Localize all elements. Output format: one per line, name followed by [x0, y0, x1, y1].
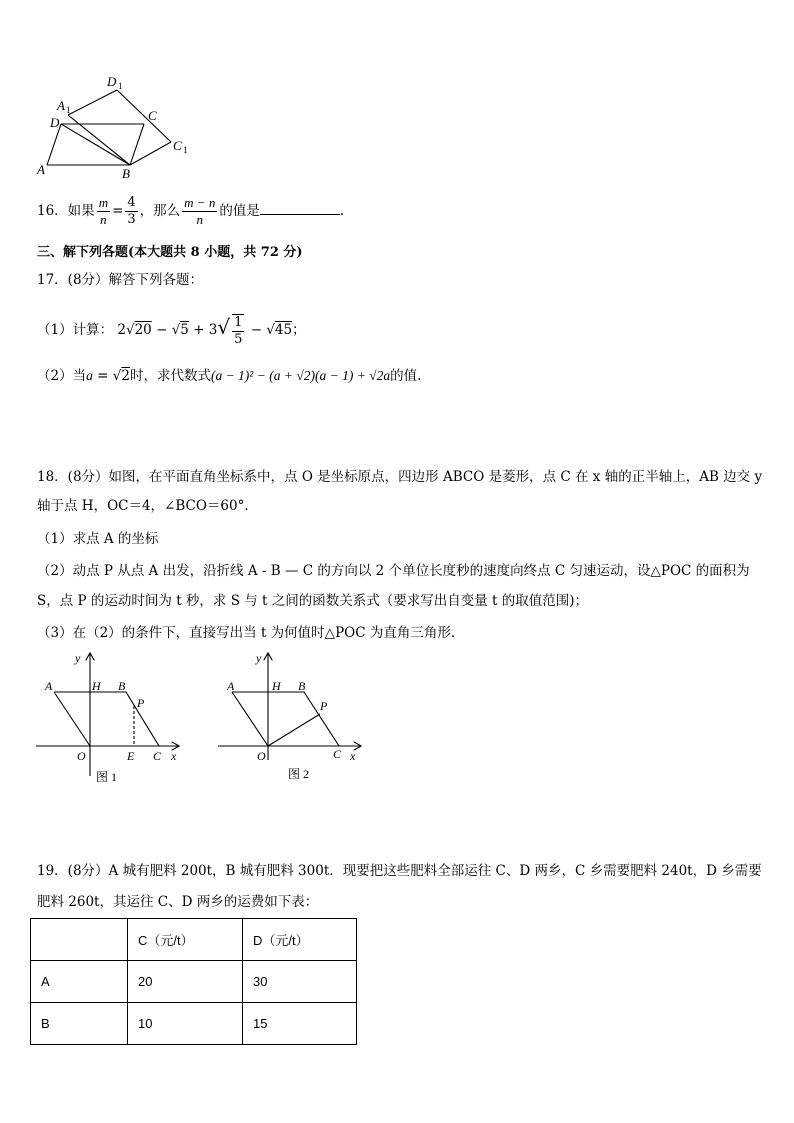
fig2-label-y: y — [256, 651, 262, 665]
q16-fraction-4-3 — [125, 195, 137, 228]
q16-mid: ，那么 — [139, 203, 181, 219]
q17-sqrt2: 2 — [121, 368, 130, 384]
table-row — [31, 1003, 357, 1045]
parallelogram-figure — [30, 72, 210, 184]
fig2-label-P: P — [320, 699, 328, 713]
label-C1: C — [173, 138, 182, 153]
table-cell: A — [31, 961, 128, 1003]
q16-fraction-expr — [182, 195, 217, 228]
fig2-label-A: A — [227, 679, 235, 693]
q16-frac1-num: m — [98, 195, 109, 210]
table-header-cell — [31, 919, 128, 961]
label-B: B — [122, 166, 130, 181]
fig2-caption: 图 2 — [288, 767, 310, 781]
q17-part2-label: （2）当 — [37, 368, 87, 384]
table-header-cell: D（元/t） — [243, 919, 357, 961]
q18-line2: 轴于点 H，OC＝4，∠BCO＝60°. — [37, 498, 249, 514]
q16-end: . — [339, 203, 345, 219]
fig1-label-A: A — [45, 679, 53, 693]
q16-frac2-num: 4 — [127, 195, 136, 210]
label-C1-sub: 1 — [183, 145, 188, 155]
radical-icon: √ — [125, 322, 135, 338]
q16-answer-blank[interactable] — [260, 200, 340, 215]
q18-figure-1 — [30, 648, 190, 788]
radical-icon: √ — [112, 368, 122, 384]
q17-frac-1-5 — [232, 314, 244, 348]
fig1-label-C: C — [153, 749, 162, 763]
q17-part2-eq: = — [92, 368, 113, 384]
q17-part2-mid: 时，求代数式 — [129, 368, 211, 384]
fig1-label-y: y — [75, 651, 81, 665]
q18-part2-line1: （2）动点 P 从点 A 出发，沿折线 A - B — C 的方向以 2 个单位长度秒的速度向终点 C 匀速运动，设△POC 的面积为 — [37, 563, 750, 579]
q18-part1: （1）求点 A 的坐标 — [37, 531, 159, 547]
q17-part2-expr: (a − 1)² − (a + √2)(a − 1) + √2a — [210, 368, 391, 383]
radical-icon: √ — [266, 322, 275, 338]
q17-minus2: − — [246, 322, 267, 338]
fig1-label-x: x — [171, 749, 177, 763]
fig1-label-E: E — [127, 749, 135, 763]
q16-suffix: 的值是 — [219, 203, 260, 219]
q16-frac2-den: 3 — [127, 212, 136, 227]
q17-sqrt20: 20 — [134, 322, 152, 338]
label-A1: A — [57, 98, 65, 113]
q17-var-a: a — [86, 368, 93, 383]
q17-stem: 17．(8分）解答下列各题： — [37, 272, 204, 288]
table-header-cell: C（元/t） — [128, 919, 243, 961]
q17-minus1: − — [151, 322, 172, 338]
q16-eq: = — [112, 203, 124, 219]
q18-figure-2 — [212, 648, 372, 788]
question-16 — [37, 194, 344, 228]
q17-sqrt45: 45 — [274, 322, 293, 338]
q17-plus3: + 3 — [188, 322, 218, 338]
transport-fee-table — [30, 918, 357, 1045]
label-D1: D — [107, 74, 117, 89]
label-D: D — [50, 115, 60, 130]
q16-frac3-den: n — [196, 212, 203, 227]
figure-lines — [47, 90, 171, 165]
table-header-row — [31, 919, 357, 961]
q18-part3: （3）在（2）的条件下，直接写出当 t 为何值时△POC 为直角三角形． — [37, 625, 465, 641]
q16-frac1-den: n — [100, 212, 107, 227]
label-C: C — [148, 108, 157, 123]
label-A1-sub: 1 — [66, 105, 71, 115]
q18-part2-line2: S，点 P 的运动时间为 t 秒，求 S 与 t 之间的函数关系式（要求写出自变量 t 的取值范围)； — [37, 593, 589, 609]
table-cell: B — [31, 1003, 128, 1045]
fig2-label-C: C — [333, 747, 342, 761]
table-row — [31, 961, 357, 1003]
segment-OP — [268, 714, 320, 746]
fig1-label-B: B — [118, 679, 126, 693]
q16-frac3-num: m − n — [184, 195, 216, 210]
fig1-caption: 图 1 — [96, 770, 118, 784]
fig2-label-H: H — [272, 679, 281, 693]
q18-line1: 18．(8分）如图，在平面直角坐标系中，点 O 是坐标原点，四边形 ABCO 是菱形，点 C 在 x 轴的正半轴上，AB 边交 y — [37, 469, 763, 485]
q16-prefix: 16．如果 — [37, 203, 95, 219]
label-A: A — [37, 162, 45, 177]
q19-line2: 肥料 260t，其运往 C、D 两乡的运费如下表： — [37, 894, 319, 910]
label-D1-sub: 1 — [118, 81, 123, 91]
table-cell: 10 — [128, 1003, 243, 1045]
radical-icon: √ — [217, 315, 231, 339]
table-cell: 15 — [243, 1003, 357, 1045]
q17-part2 — [37, 366, 421, 386]
fig1-label-H: H — [92, 679, 101, 693]
fig1-label-O: O — [77, 749, 86, 763]
fig2-label-B: B — [298, 679, 306, 693]
q17-frac-den: 5 — [234, 331, 243, 347]
q19-line1: 19．(8分）A 城有肥料 200t，B 城有肥料 300t．现要把这些肥料全部运往 C、D 两乡，C 乡需要肥料 240t，D 乡需要 — [37, 863, 762, 879]
radical-icon: √ — [171, 322, 181, 338]
q17-part1-label: （1）计算： — [37, 322, 114, 338]
q17-part1-end: ； — [292, 322, 306, 338]
q17-part1 — [37, 310, 306, 348]
q17-part1-coef: 2 — [117, 322, 126, 338]
q17-part2-end: 的值. — [390, 368, 422, 384]
q16-fraction-m-n — [97, 195, 110, 228]
q17-frac-num: 1 — [234, 314, 243, 330]
fig2-label-x: x — [350, 749, 356, 763]
section-3-title: 三、解下列各题(本大题共 8 小题，共 72 分) — [37, 245, 303, 260]
q17-sqrt5: 5 — [180, 322, 189, 338]
fig1-label-P: P — [137, 696, 145, 710]
fig2-label-O: O — [257, 749, 266, 763]
table-cell: 30 — [243, 961, 357, 1003]
table-cell: 20 — [128, 961, 243, 1003]
